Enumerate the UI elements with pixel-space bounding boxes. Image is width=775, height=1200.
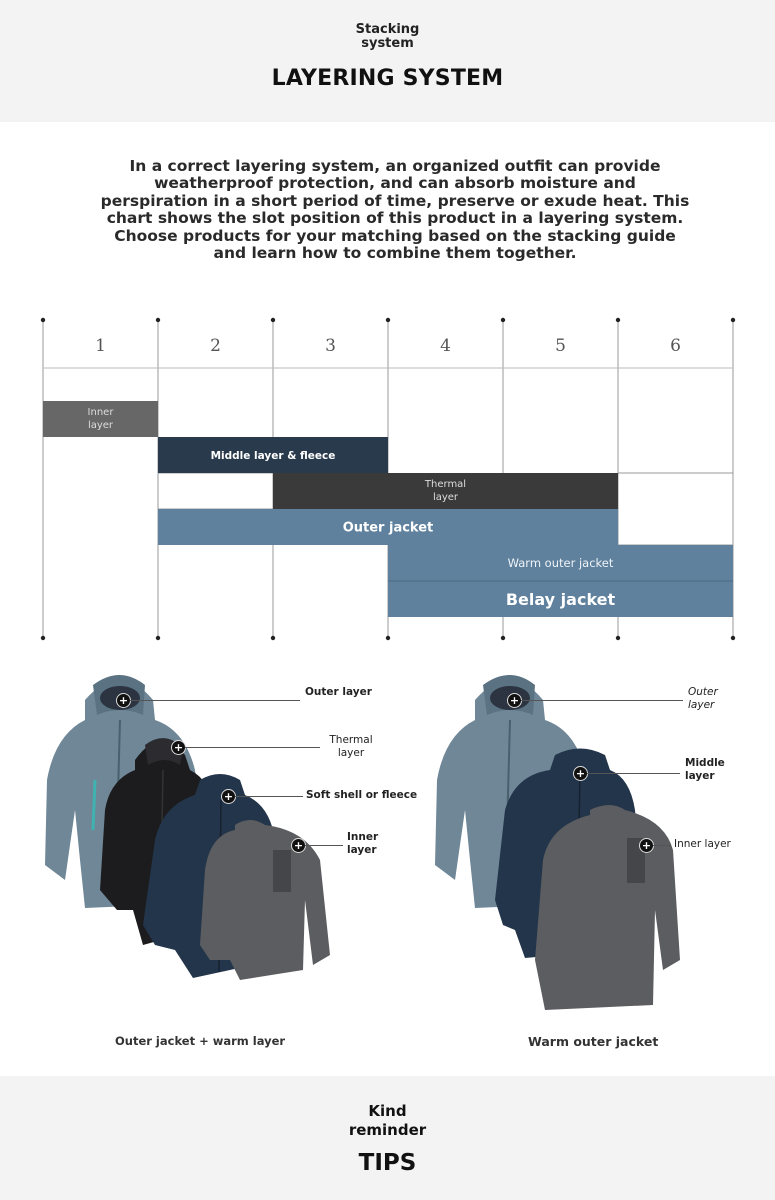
right-caption: Warm outer jacket	[528, 1034, 659, 1049]
chart-bar-label: Middle layer & fleece	[210, 449, 336, 462]
callout-thermal-layer: Thermal layer	[329, 734, 373, 759]
plus-icon[interactable]: +	[116, 693, 131, 708]
footer-title: TIPS	[358, 1150, 417, 1176]
chart-column-number: 1	[95, 336, 106, 356]
right-jacket-stack	[415, 660, 695, 1020]
callout-line	[653, 845, 671, 846]
callout-inner-layer: Inner layer	[674, 838, 731, 850]
plus-icon[interactable]: +	[171, 740, 186, 755]
chart-dot	[156, 318, 160, 322]
chart-dot	[41, 636, 45, 640]
header-subtitle: Stacking system	[355, 22, 420, 51]
page-title: LAYERING SYSTEM	[271, 66, 504, 91]
chart-dot	[731, 636, 735, 640]
chart-dot	[156, 636, 160, 640]
plus-icon[interactable]: +	[221, 789, 236, 804]
chart-dot	[386, 636, 390, 640]
chart-bar-label: Thermal layer	[424, 479, 467, 503]
chart-bar-label: Belay jacket	[505, 589, 616, 609]
chart-dot	[501, 318, 505, 322]
header-band	[0, 0, 775, 122]
chart-dot	[616, 318, 620, 322]
chart-dot	[731, 318, 735, 322]
chart-column-number: 6	[670, 336, 681, 356]
callout-line	[130, 700, 300, 701]
chart-slot-outline	[158, 473, 273, 509]
chart-bar-label: Warm outer jacket	[507, 556, 614, 571]
chart-dot	[41, 318, 45, 322]
callout-line	[521, 700, 683, 701]
plus-icon[interactable]: +	[291, 838, 306, 853]
chart-column-number: 2	[210, 336, 221, 356]
chart-slot-outline	[618, 473, 733, 545]
plus-icon[interactable]: +	[573, 766, 588, 781]
chart-column-number: 3	[325, 336, 336, 356]
footer-subtitle: Kind reminder	[348, 1102, 427, 1139]
chart-dot	[616, 636, 620, 640]
footer-band	[0, 1076, 775, 1200]
callout-inner-layer: Inner layer	[347, 831, 379, 856]
callout-line	[185, 747, 320, 748]
chart-dot	[271, 636, 275, 640]
layering-chart	[0, 305, 775, 645]
callout-outer-layer: Outer layer	[688, 686, 718, 711]
callout-line	[587, 773, 680, 774]
callout-outer-layer: Outer layer	[305, 686, 372, 698]
callout-line	[305, 845, 343, 846]
left-jacket-stack	[25, 660, 345, 980]
intro-paragraph: In a correct layering system, an organized outfit can provide weatherproof protection, and can absorb moisture and perspiration in a short period of time, preserve or exude heat. This chart shows the slot position of this product in a layering system. Choose products for your matching based on the stacking guide and learn how to combine them together.	[100, 157, 690, 263]
chart-column-number: 5	[555, 336, 566, 356]
left-caption: Outer jacket + warm layer	[115, 1034, 286, 1048]
callout-line	[235, 796, 303, 797]
chart-column-number: 4	[440, 336, 451, 356]
chart-dot	[271, 318, 275, 322]
inner-layer-shape	[535, 805, 680, 1010]
inner-layer-shape	[200, 820, 330, 980]
chart-dot	[501, 636, 505, 640]
callout-soft-shell: Soft shell or fleece	[306, 789, 418, 801]
chart-dot	[386, 318, 390, 322]
callout-middle-layer: Middle layer	[685, 757, 725, 782]
plus-icon[interactable]: +	[507, 693, 522, 708]
chart-bar-label: Inner layer	[87, 407, 114, 431]
chart-bar-label: Outer jacket	[342, 520, 434, 536]
plus-icon[interactable]: +	[639, 838, 654, 853]
